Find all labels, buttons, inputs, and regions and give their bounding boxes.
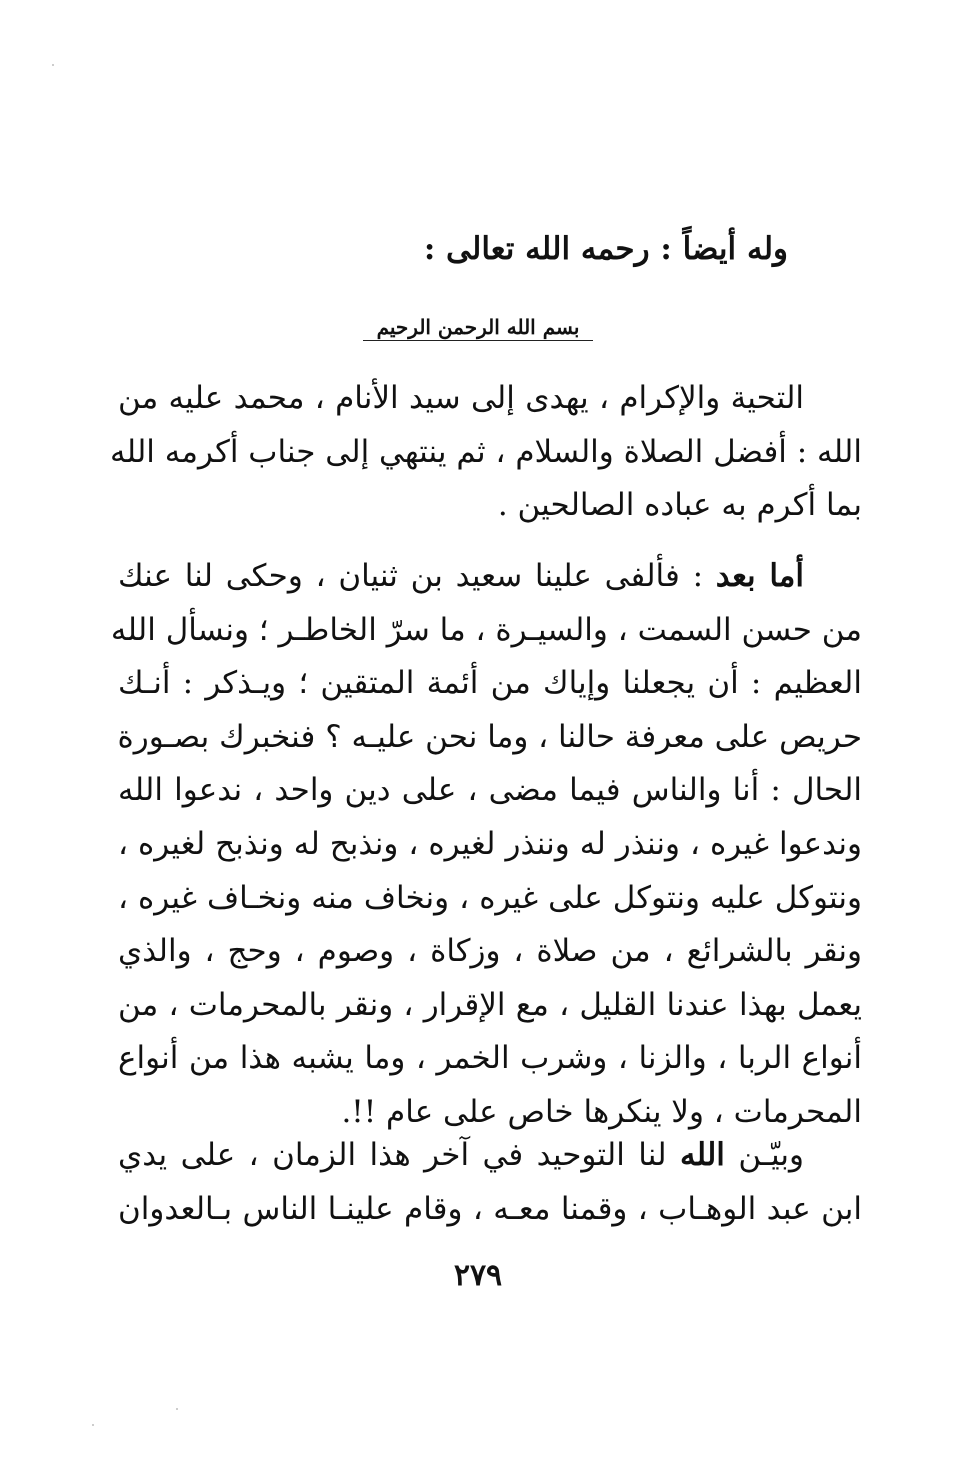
text-line: بما أكرم به عباده الصالحين . (497, 487, 862, 524)
paragraph-body (110, 550, 862, 1140)
text-line: وندعوا غيره ، وننذر له وننذر لغيره ، ونذبح له ونذبح لغيره ، (118, 825, 862, 862)
text-line: ابن عبد الوهـاب ، وقمنا معـه ، وقام علينـا الناس بـالعدوان (118, 1190, 862, 1227)
lead-line-rest: : فألفى علينا سعيد بن ثنيان ، وحكى لنا عنك (118, 558, 704, 594)
lead-word: وبيّـن (738, 1137, 805, 1173)
scan-speck (52, 64, 54, 66)
text-line: الحال : أنا والناس فيما مضى ، على دين واحد ، ندعوا الله (118, 772, 862, 809)
paragraph-greeting (109, 372, 862, 533)
text-line: ونقر بالشرائع ، من صلاة ، وزكاة ، وصوم ، وحج ، والذي (118, 933, 862, 970)
page-number: ٢٧٩ (453, 1258, 503, 1293)
lead-bold-word: الله (679, 1137, 725, 1173)
text-line: العظيم : أن يجعلنا وإياك من أئمة المتقين ؛ ويـذكر : أنـك (118, 665, 862, 702)
text-line: يعمل بهذا عندنا القليل ، مع الإقرار ، ونقر بالمحرمات ، من (118, 986, 862, 1023)
scan-speck (176, 1408, 178, 1410)
section-heading: وله أيضاً : رحمه الله تعالى : (423, 231, 788, 267)
scan-speck (92, 1424, 94, 1426)
text-line: المحرمات ، ولا ينكرها خاص على عام !!. (341, 1093, 862, 1130)
text-line-lead (118, 550, 862, 604)
text-line: الله : أفضل الصلاة والسلام ، ثم ينتهي إلى جناب أكرمه الله (109, 433, 862, 470)
text-line: ونتوكل عليه ونتوكل على غيره ، ونخاف منه ونخـاف غيره ، (118, 879, 862, 916)
text-line: حريص على معرفة حالنا ، وما نحن عليـه ؟ فنخبرك بصـورة (117, 718, 862, 755)
lead-line-rest: لنا التوحيد في آخر هذا الزمان ، على يدي (118, 1137, 667, 1173)
text-line: أنواع الربا ، والزنا ، وشرب الخمر ، وما يشبه هذا من أنواع (118, 1040, 862, 1077)
text-line-lead (118, 1129, 862, 1183)
lead-phrase: أما بعد (715, 558, 805, 594)
paragraph-tawhid (118, 1129, 862, 1236)
basmala-header (0, 310, 956, 344)
basmala-text: بسم الله الرحمن الرحيم (363, 315, 594, 341)
text-line: التحية والإكرام ، يهدى إلى سيد الأنام ، محمد عليه من (118, 380, 804, 416)
text-line: من حسن السمت ، والسيـرة ، ما سرّ الخاطـر ؛ ونسأل الله (110, 611, 862, 648)
